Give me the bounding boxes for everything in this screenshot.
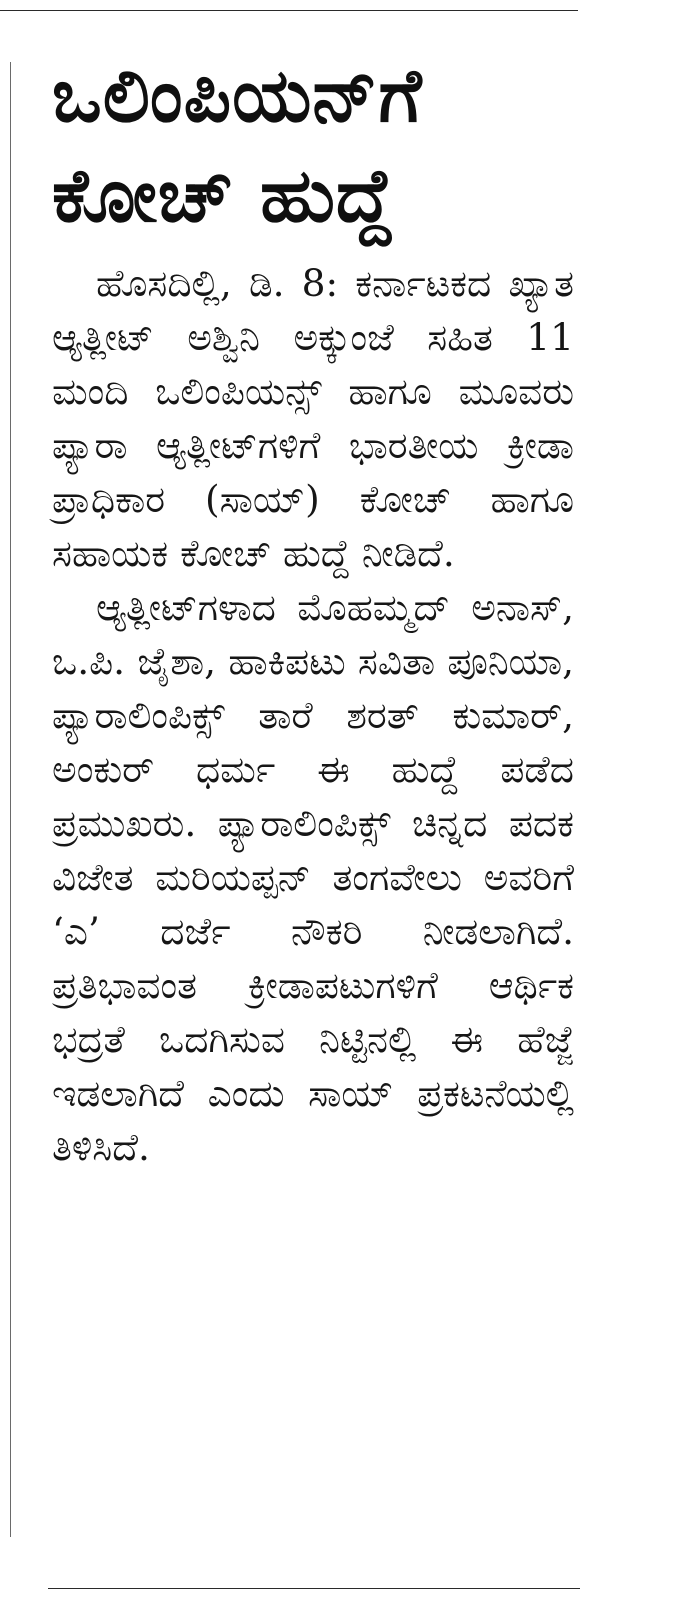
- article-paragraph-2-text: ಆ್ಯತ್ಲೀಟ್‌ಗಳಾದ ಮೊಹಮ್ಮದ್ ಅನಾಸ್, ಒ.ಪಿ. ಜೈಶಾ, ಹಾಕಿಪಟು ಸವಿತಾ ಪೂನಿಯಾ, ಪ್ಯಾರಾಲಿಂಪಿಕ್ಸ್ ತಾರೆ ಶರತ್ ಕುಮಾರ್, ಅಂಕುರ್ ಧರ್ಮ ಈ ಹುದ್ದೆ ಪಡೆದ ಪ್ರಮುಖರು. ಪ್ಯಾರಾಲಿಂಪಿಕ್ಸ್ ಚಿನ್ನದ ಪದಕ ವಿಜೇತ ಮರಿಯಪ್ಪನ್ ತಂಗವೇಲು ಅವರಿಗೆ ‘ಎ’ ದರ್ಜೆ ನೌಕರಿ ನೀಡಲಾಗಿದೆ. ಪ್ರತಿಭಾವಂತ ಕ್ರೀಡಾಪಟುಗಳಿಗೆ ಆರ್ಥಿಕ ಭದ್ರತೆ ಒದಗಿಸುವ ನಿಟ್ಟಿನಲ್ಲಿ ಈ ಹೆಜ್ಜೆ ಇಡಲಾಗಿದೆ ಎಂದು ಸಾಯ್ ಪ್ರಕಟನೆಯಲ್ಲಿ ತಿಳಿಸಿದೆ.: [52, 585, 574, 1169]
- article-paragraph-2: [52, 580, 574, 1174]
- article-paragraph-1: [52, 256, 574, 580]
- headline: [52, 46, 574, 246]
- top-divider: [0, 10, 578, 11]
- headline-line-1: ಒಲಿಂಪಿಯನ್‌ಗೆ: [52, 53, 423, 139]
- bottom-divider: [48, 1588, 580, 1589]
- article-paragraph-1-text: ಹೊಸದಿಲ್ಲಿ, ಡಿ. 8: ಕರ್ನಾಟಕದ ಖ್ಯಾತ ಆ್ಯತ್ಲೀಟ್ ಅಶ್ವಿನಿ ಅಕ್ಕುಂಜೆ ಸಹಿತ 11 ಮಂದಿ ಒಲಿಂಪಿಯನ್ಸ್ ಹಾಗೂ ಮೂವರು ಪ್ಯಾರಾ ಆ್ಯತ್ಲೀಟ್‌ಗಳಿಗೆ ಭಾರತೀಯ ಕ್ರೀಡಾ ಪ್ರಾಧಿಕಾರ (ಸಾಯ್) ಕೋಚ್ ಹಾಗೂ ಸಹಾಯಕ ಕೋಚ್ ಹುದ್ದೆ ನೀಡಿದೆ.: [52, 261, 574, 575]
- headline-line-2: ಕೋಚ್ ಹುದ್ದೆ: [52, 153, 395, 239]
- news-article: [52, 46, 574, 1174]
- column-divider: [10, 62, 11, 1537]
